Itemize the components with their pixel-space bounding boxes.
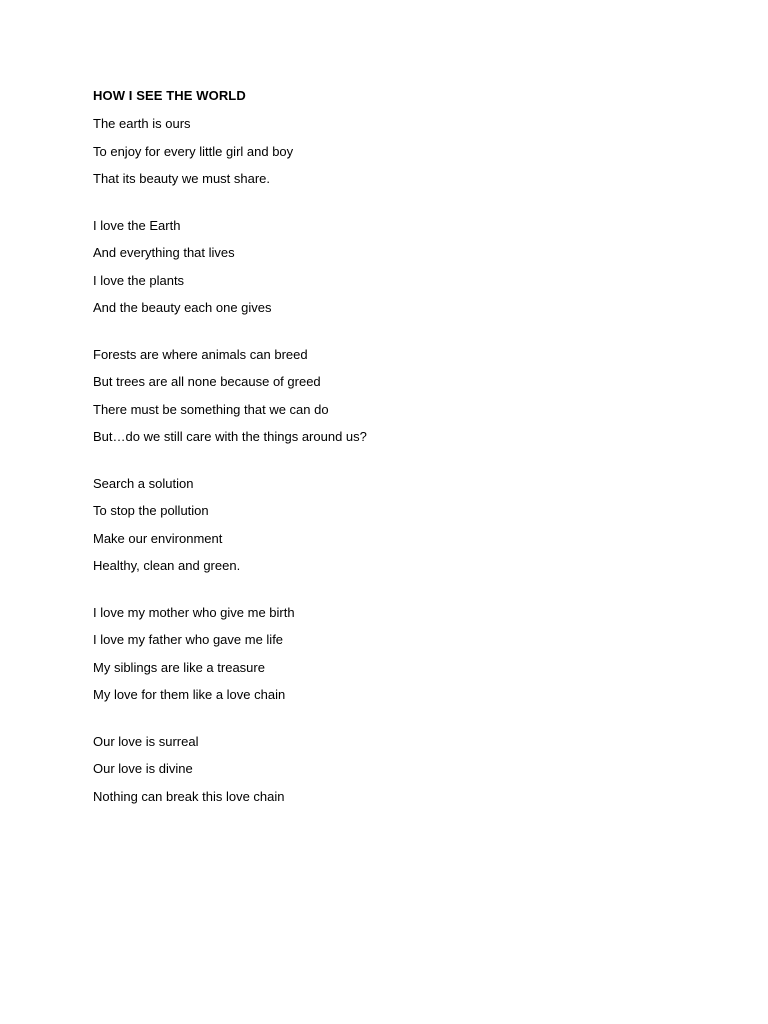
poem-line: To stop the pollution (93, 503, 209, 518)
stanza-5 (93, 603, 693, 705)
poem-line: Forests are where animals can breed (93, 346, 308, 362)
poem-line: But trees are all none because of greed (93, 374, 321, 389)
stanza-3 (93, 345, 693, 447)
poem-line: Healthy, clean and green. (93, 558, 241, 573)
poem-line: I love the plants (93, 272, 185, 288)
stanza-4 (93, 474, 693, 576)
poem-line: And everything that lives (93, 245, 235, 260)
poem-line: But…do we still care with the things around us? (93, 429, 367, 444)
poem-line: Make our environment (93, 530, 223, 546)
stanza-1 (93, 114, 693, 189)
poem-line: The earth is ours (93, 116, 191, 131)
poem-line: I love my mother who give me birth (93, 604, 295, 620)
poem-title: HOW I SEE THE WORLD (93, 88, 246, 103)
poem-line: Search a solution (93, 475, 194, 491)
poem-line: To enjoy for every little girl and boy (93, 143, 294, 159)
poem-line: I love my father who gave me life (93, 632, 284, 647)
document-page (93, 86, 693, 806)
stanza-2 (93, 216, 693, 318)
poem-line: Our love is surreal (93, 733, 199, 749)
poem-line: And the beauty each one gives (93, 300, 272, 315)
poem-line: Nothing can break this love chain (93, 788, 285, 804)
poem-line: That its beauty we must share. (93, 171, 271, 186)
poem-line: My siblings are like a treasure (93, 659, 265, 675)
poem-line: My love for them like a love chain (93, 687, 286, 702)
poem-line: I love the Earth (93, 217, 181, 233)
poem-line: Our love is divine (93, 761, 193, 776)
stanza-6 (93, 732, 693, 807)
poem-line: There must be something that we can do (93, 401, 329, 417)
